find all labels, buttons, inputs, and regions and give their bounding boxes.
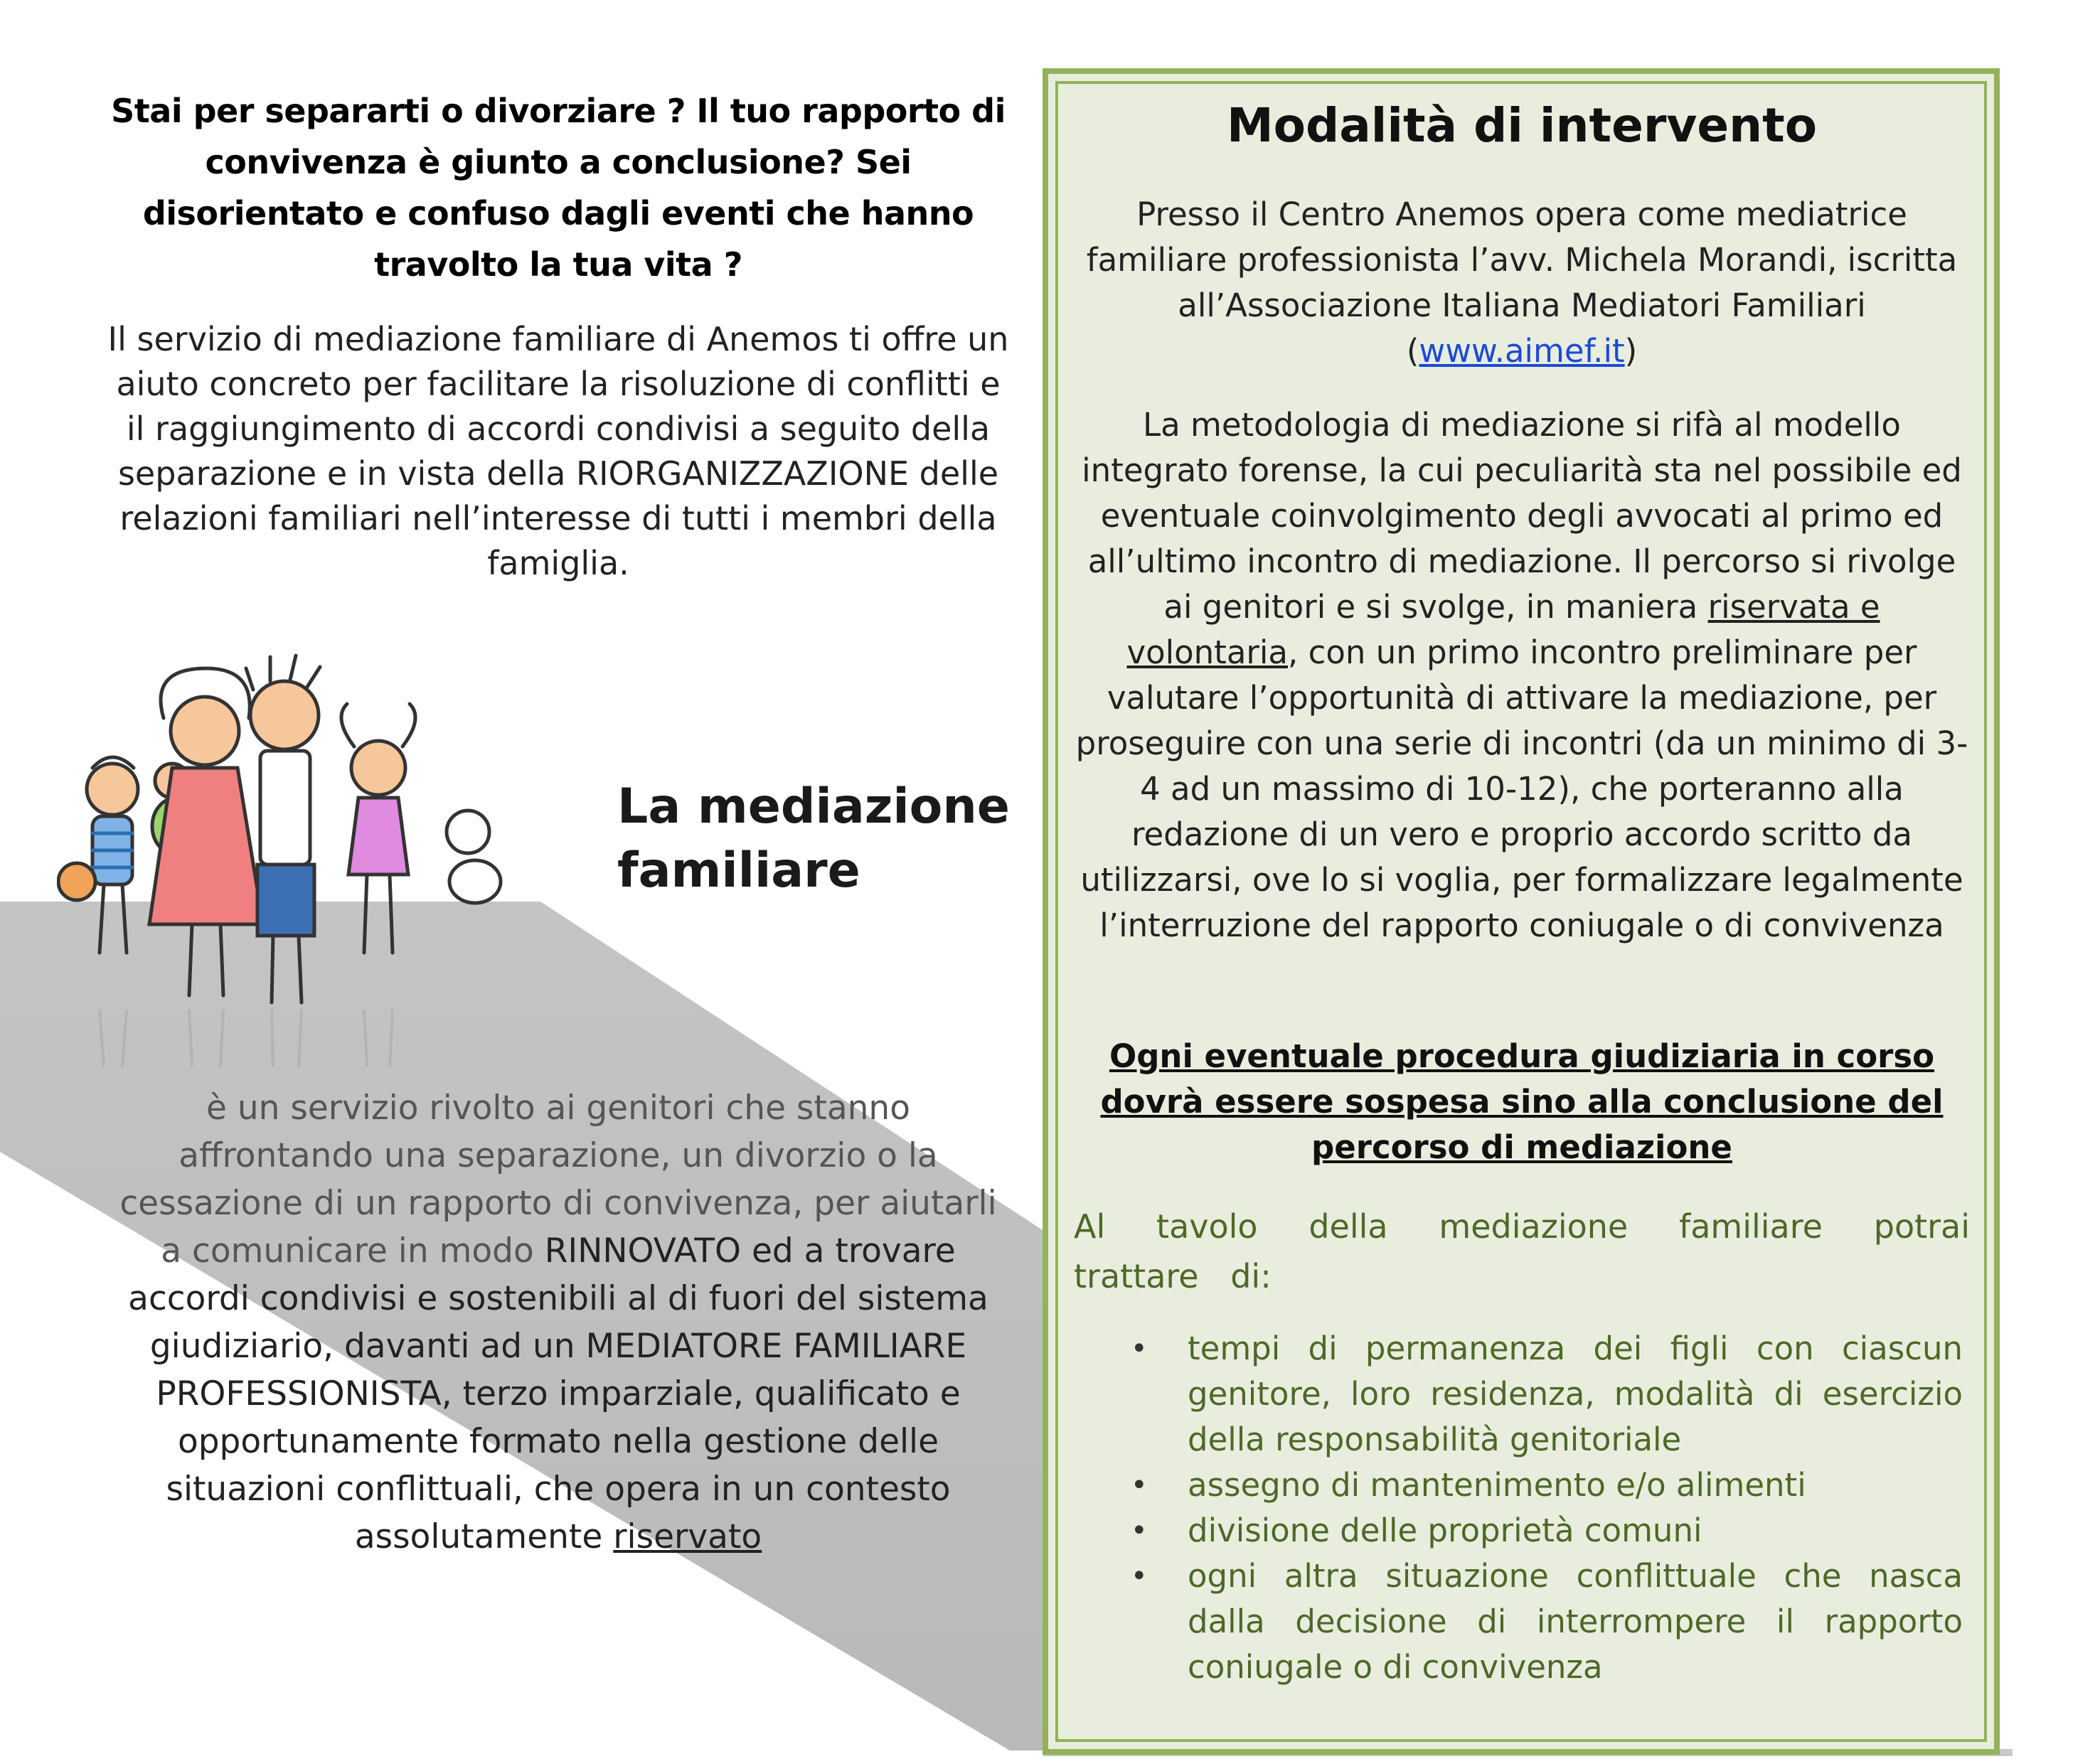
methodology-paragraph — [1074, 402, 1970, 948]
topic-text: divisione delle proprietà comuni — [1188, 1512, 1702, 1549]
list-item — [1131, 1463, 1963, 1508]
table-intro: Al tavolo della mediazione familiare potrai trattare di: — [1074, 1207, 1970, 1295]
judicial-procedure-warning: Ogni eventuale procedura giudiziaria in corso dovrà essere sospesa sino alla conclusione del percorso di mediazione — [1100, 1037, 1944, 1166]
mediator-text: Presso il Centro Anemos opera come mediatrice familiare professionista l’avv. Michela Morandi, iscritta all’Associazione Italiana Mediatori Familiari — [1086, 196, 1958, 324]
bullet-icon: • — [1131, 1560, 1148, 1593]
service-description — [107, 1084, 1010, 1561]
intro-question: Stai per separarti o divorziare ? Il tuo rapporto di convivenza è giunto a conclusione? Sei disorientato e confuso dagli eventi che hanno travolto la tua vita ? — [111, 92, 1006, 284]
bullet-icon: • — [1131, 1514, 1148, 1547]
aimef-link[interactable]: www.aimef.it — [1419, 332, 1625, 370]
list-item — [1131, 1508, 1963, 1554]
family-drawing — [57, 640, 526, 1088]
service-text-part-a: è un servizio rivolto ai genitori che stanno affrontando una separazione, un divorzio o la cessazione di un rapporto di convivenza, per aiutarli a comunicare in modo — [119, 1089, 997, 1271]
panel-title: Modalità di intervento — [1226, 98, 1818, 153]
methodology-text-b: , con un primo incontro preliminare per valutare l’opportunità di attivare la mediazione, per proseguire con una serie di incontri (da un minimo di 3-4 ad un massimo di 10-12), che porteranno alla redazione di un vero e proprio accordo scritto da utilizzarsi, ove lo si voglia, per formalizzare legalmente l’interruzione del rapporto coniugale o di convivenza — [1075, 634, 1968, 944]
topic-text: tempi di permanenza dei figli con ciascun genitore, loro residenza, modalità di esercizio della responsabilità genitoriale — [1188, 1330, 1963, 1458]
la-mediazione-title: La mediazione familiare — [617, 779, 1010, 899]
service-text-part-b: RINNOVATO ed a trovare accordi condivisi e sostenibili al di fuori del sistema giudiziario, davanti ad un MEDIATORE FAMILIARE PROFESSIONISTA, terzo imparziale, qualificato e opportunamente formato nella gestione delle situazioni conflittuali, che opera in un contesto assolutamente — [128, 1231, 988, 1556]
topics-list — [1131, 1326, 1963, 1690]
list-item — [1131, 1326, 1963, 1463]
methodology-text-a: La metodologia di mediazione si rifà al modello integrato forense, la cui peculiarità sta nel possibile ed eventuale coinvolgimento degli avvocati al primo ed all’ultimo incontro di mediazione. Il percorso si rivolge ai genitori e si svolge, in maniera — [1082, 406, 1962, 626]
list-item — [1131, 1554, 1963, 1690]
riservato-underlined: riservato — [613, 1517, 762, 1556]
bullet-icon: • — [1131, 1332, 1148, 1365]
mediator-paragraph: Presso il Centro Anemos opera come mediatrice familiare professionista l’avv. Michela Morandi, iscritta all’Associazione Italiana Mediatori Familiari (www.aimef.it) — [1086, 196, 1958, 370]
bullet-icon: • — [1131, 1469, 1148, 1502]
riservata-volontaria-underlined: riservata e volontaria — [1126, 588, 1880, 671]
intro-text: Il servizio di mediazione familiare di Anemos ti offre un aiuto concreto per facilitare la risoluzione di conflitti e il raggiungimento di accordi condivisi a seguito della separazione e in vista della RIORGANIZZAZIONE delle relazioni familiari nell’interesse di tutti i membri della famiglia. — [107, 320, 1009, 582]
topic-text: assegno di mantenimento e/o alimenti — [1188, 1466, 1806, 1504]
topic-text: ogni altra situazione conflittuale che nasca dalla decisione di interrompere il rapporto coniugale o di convivenza — [1188, 1557, 1963, 1686]
